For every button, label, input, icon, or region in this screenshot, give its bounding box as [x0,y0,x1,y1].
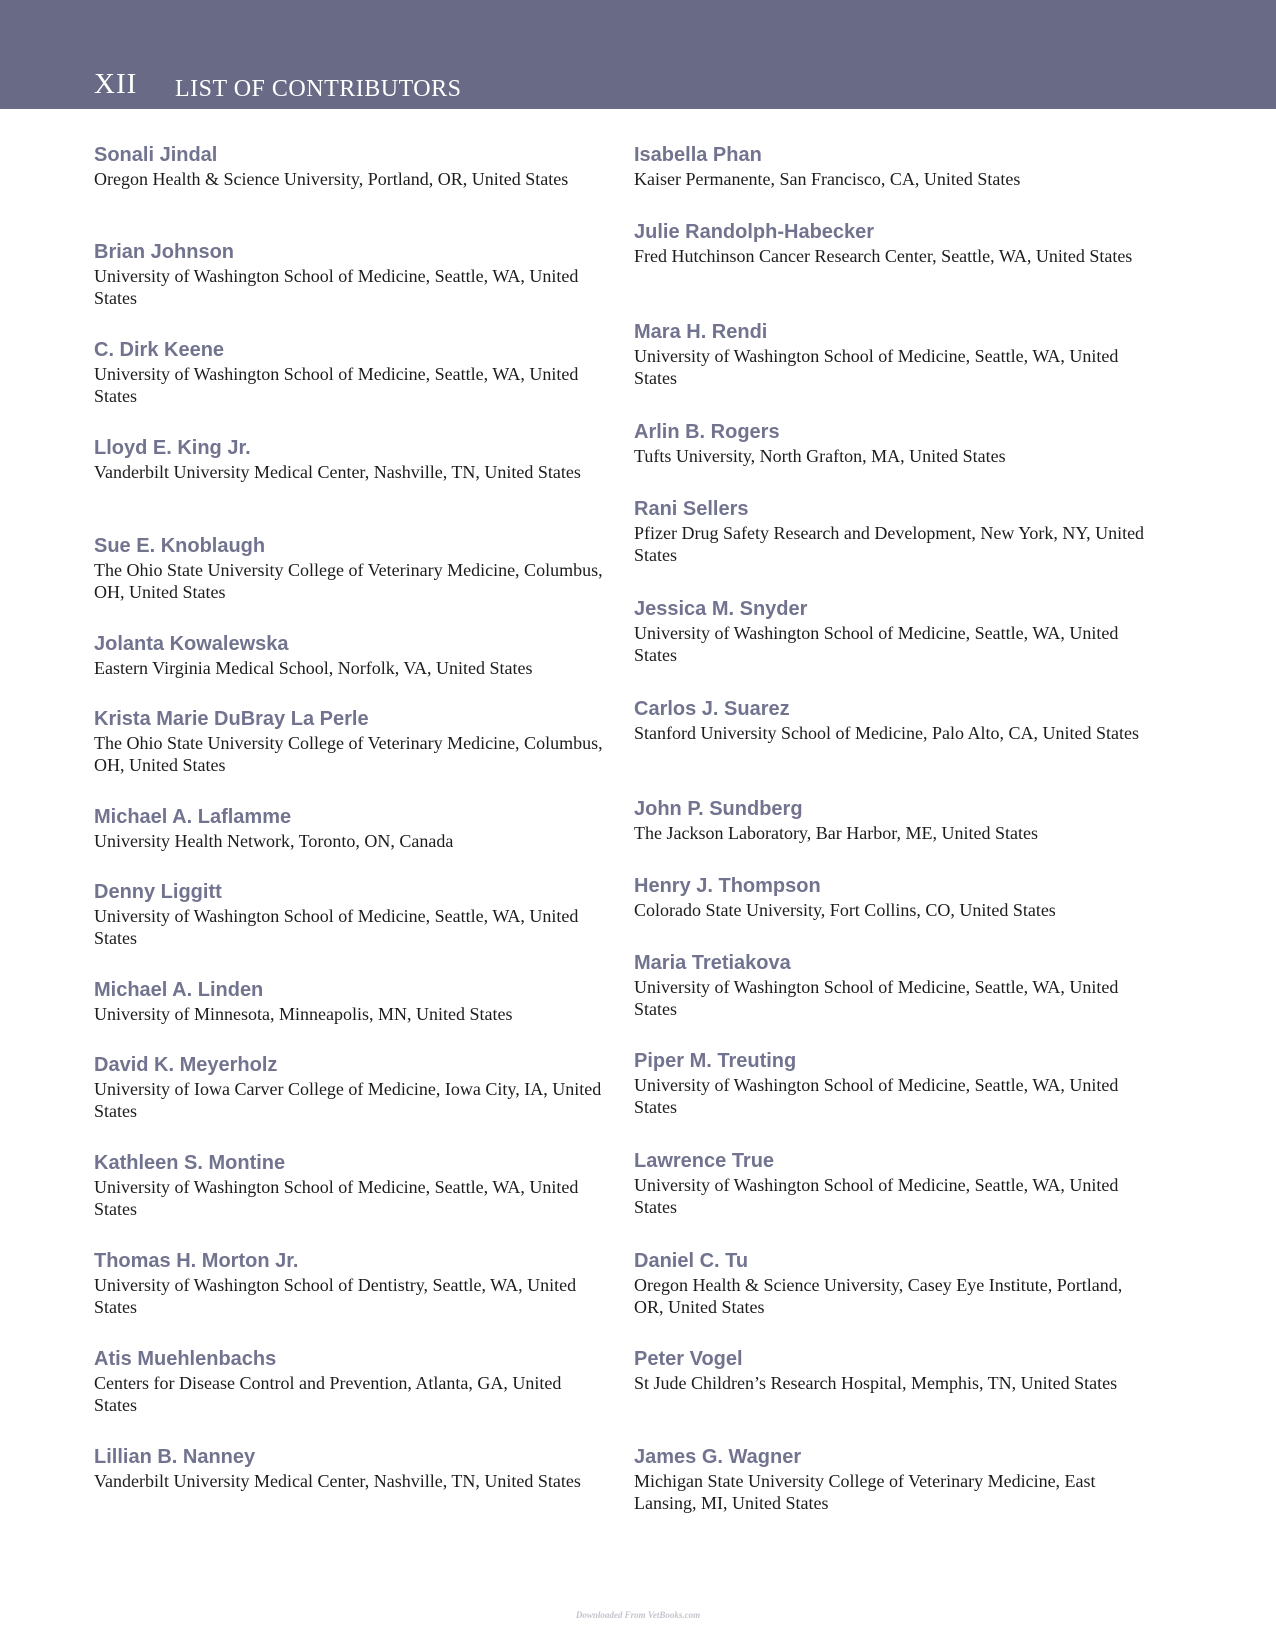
contributor-entry [634,143,1154,190]
contributor-name: Rani Sellers [634,498,749,520]
contributor-affiliation: St Jude Children’s Research Hospital, Memphis, TN, United States [634,1373,1118,1393]
contributor-affiliation: Kaiser Permanente, San Francisco, CA, United States [634,169,1021,189]
contributor-name: Michael A. Linden [94,979,264,1001]
contributor-name: Michael A. Laflamme [94,806,292,828]
contributor-entry [634,1445,1154,1514]
contributor-name: Maria Tretiakova [634,952,791,974]
contributor-name: Kathleen S. Montine [94,1152,286,1174]
contributor-entry [634,797,1154,844]
contributor-name: Daniel C. Tu [634,1250,749,1272]
contributor-entry [634,1249,1154,1318]
contributor-affiliation: University of Washington School of Medicine, Seattle, WA, United States [634,1175,1119,1217]
contributor-entry [634,497,1154,566]
contributor-name: Sue E. Knoblaugh [94,535,266,557]
contributor-entry [94,143,604,190]
header-band [0,0,1276,109]
contributor-entry [634,420,1154,467]
page-number: XII [94,68,138,100]
contributor-entry [94,1151,604,1220]
contributor-affiliation: Michigan State University College of Veterinary Medicine, East Lansing, MI, United States [634,1471,1096,1513]
contributor-affiliation: Oregon Health & Science University, Portland, OR, United States [94,169,569,189]
contributor-entry [634,320,1154,389]
contributor-entry [634,951,1154,1020]
contributor-entry [634,874,1154,921]
contributor-name: Arlin B. Rogers [634,421,780,443]
contributor-entry [94,880,604,949]
contributor-name: Henry J. Thompson [634,875,821,897]
contributor-affiliation: University of Washington School of Medicine, Seattle, WA, United States [94,906,579,948]
contributor-affiliation: The Ohio State University College of Veterinary Medicine, Columbus, OH, United States [94,560,603,602]
contributor-name: C. Dirk Keene [94,339,225,361]
contributor-entry [94,1347,604,1416]
contributor-affiliation: University of Washington School of Medicine, Seattle, WA, United States [94,1177,579,1219]
contributor-name: Brian Johnson [94,241,235,263]
contributor-affiliation: Vanderbilt University Medical Center, Nashville, TN, United States [94,462,581,482]
contributor-affiliation: The Jackson Laboratory, Bar Harbor, ME, United States [634,823,1038,843]
contributor-entry [634,697,1154,744]
contributor-entry [94,978,604,1025]
contributor-affiliation: Tufts University, North Grafton, MA, United States [634,446,1006,466]
contributor-affiliation: Eastern Virginia Medical School, Norfolk, VA, United States [94,658,533,678]
contributor-affiliation: University Health Network, Toronto, ON, Canada [94,831,454,851]
footer-watermark: Downloaded From VetBooks.com [575,1610,701,1620]
contributor-entry [94,805,604,852]
contributor-affiliation: Pfizer Drug Safety Research and Development, New York, NY, United States [634,523,1145,565]
contributor-name: Julie Randolph-Habecker [634,221,875,243]
contributor-name: Mara H. Rendi [634,321,768,343]
contributor-affiliation: Oregon Health & Science University, Casey Eye Institute, Portland, OR, United States [634,1275,1123,1317]
contributor-entry [94,1053,604,1122]
contributor-name: James G. Wagner [634,1446,802,1468]
contributor-affiliation: University of Washington School of Medicine, Seattle, WA, United States [634,623,1119,665]
contributor-affiliation: Vanderbilt University Medical Center, Nashville, TN, United States [94,1471,581,1491]
contributor-name: Lawrence True [634,1150,775,1172]
contributor-affiliation: University of Minnesota, Minneapolis, MN, United States [94,1004,513,1024]
contributor-entry [634,1347,1154,1394]
contributor-affiliation: University of Washington School of Medicine, Seattle, WA, United States [634,977,1119,1019]
contributor-affiliation: Centers for Disease Control and Prevention, Atlanta, GA, United States [94,1373,562,1415]
contributor-entry [634,1149,1154,1218]
page-title: LIST OF CONTRIBUTORS [175,76,462,102]
contributor-name: Peter Vogel [634,1348,743,1370]
contributor-affiliation: Colorado State University, Fort Collins, CO, United States [634,900,1056,920]
contributor-name: John P. Sundberg [634,798,803,820]
contributor-name: Sonali Jindal [94,144,218,166]
contributor-entry [94,1445,604,1492]
contributor-name: Piper M. Treuting [634,1050,797,1072]
contributor-affiliation: University of Washington School of Medicine, Seattle, WA, United States [94,266,579,308]
contributor-entry [634,1049,1154,1118]
contributor-name: Carlos J. Suarez [634,698,790,720]
contributor-affiliation: Fred Hutchinson Cancer Research Center, Seattle, WA, United States [634,246,1133,266]
contributor-name: Denny Liggitt [94,881,222,903]
contributor-name: David K. Meyerholz [94,1054,278,1076]
contributor-entry [94,534,604,603]
contributor-affiliation: University of Washington School of Dentistry, Seattle, WA, United States [94,1275,577,1317]
contributor-name: Isabella Phan [634,144,762,166]
contributor-name: Krista Marie DuBray La Perle [94,708,369,730]
contributor-entry [94,338,604,407]
contributor-name: Jessica M. Snyder [634,598,808,620]
contributor-entry [634,597,1154,666]
contributor-entry [634,220,1154,267]
contributor-name: Lloyd E. King Jr. [94,437,251,459]
contributor-entry [94,632,604,679]
contributor-entry [94,240,604,309]
contributor-name: Thomas H. Morton Jr. [94,1250,299,1272]
contributor-entry [94,1249,604,1318]
contributor-name: Lillian B. Nanney [94,1446,256,1468]
contributor-affiliation: University of Washington School of Medicine, Seattle, WA, United States [94,364,579,406]
contributor-affiliation: Stanford University School of Medicine, Palo Alto, CA, United States [634,723,1139,743]
contributor-name: Jolanta Kowalewska [94,633,289,655]
contributor-affiliation: University of Washington School of Medicine, Seattle, WA, United States [634,1075,1119,1117]
contributor-affiliation: University of Iowa Carver College of Medicine, Iowa City, IA, United States [94,1079,602,1121]
contributor-affiliation: University of Washington School of Medicine, Seattle, WA, United States [634,346,1119,388]
contributor-entry [94,436,604,483]
contributor-entry [94,707,604,776]
contributor-name: Atis Muehlenbachs [94,1348,277,1370]
contributor-affiliation: The Ohio State University College of Veterinary Medicine, Columbus, OH, United States [94,733,603,775]
